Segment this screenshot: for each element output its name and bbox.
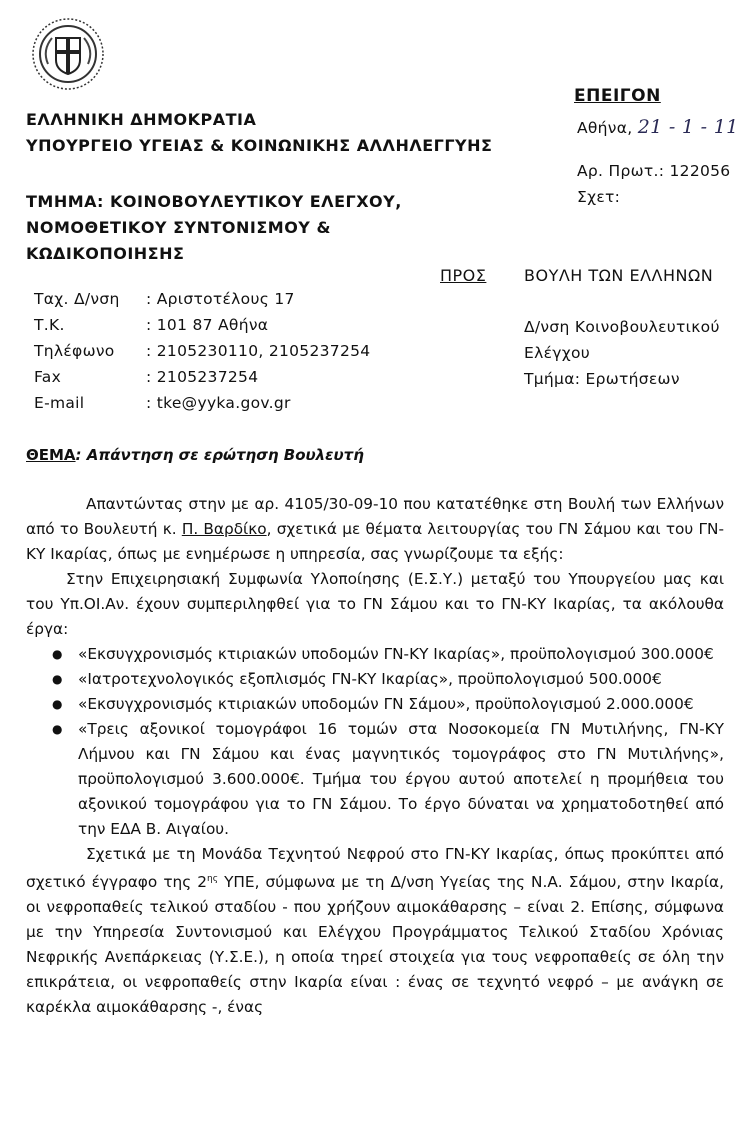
list-item-text: «Εκσυγχρονισμός κτιριακών υποδομών ΓΝ-ΚΥ Ικαρίας», προϋπολογισμού 300.000€ [78,645,714,663]
paragraph-agreement: Στην Επιχειρησιακή Συμφωνία Υλοποίησης (Ε.Σ.Υ.) μεταξύ του Υπουργείου μας και του Υπ.ΟΙ.Αν. έχουν συμπεριληφθεί για το ΓΝ Σάμου και το ΓΝ-ΚΥ Ικαρίας, τα ακόλουθα έργα: [26,570,724,638]
projects-list [26,642,724,842]
subject-label: ΘΕΜΑ [26,446,76,464]
handwritten-date: 21 - 1 - 11 [637,116,739,138]
list-item-text: «Ιατροτεχνολογικός εξοπλισμός ΓΝ-ΚΥ Ικαρίας», προϋπολογισμού 500.000€ [78,670,662,688]
coat-of-arms-seal [30,16,106,92]
list-item: ● «Τρεις αξονικοί τομογράφοι 16 τομών στα Νοσοκομεία ΓΝ Μυτιλήνης, ΓΝ-ΚΥ Λήμνου και ΓΝ Σάμου και ένας μαγνητικός τομογράφος στο ΓΝ Μυτιλήνης», προϋπολογισμού 3.600.000€. Τμήμα του έργου αυτού αποτελεί η προμήθεια του αξονικού τομογράφου για το ΓΝ Σάμου. Το έργο δύναται να χρηματοδοτηθεί από την ΕΔΑ Β. Αιγαίου. [52,720,724,838]
recipient-line-1: Δ/νση Κοινοβουλευτικού [524,318,720,336]
contact-phone-label: Τηλέφωνο [34,342,115,360]
department-line-3: ΚΩΔΙΚΟΠΟΙΗΣΗΣ [26,244,185,263]
subject-text: : Απάντηση σε ερώτηση Βουλευτή [75,446,364,464]
protocol-number: 122056 [669,162,731,180]
urgency-label: ΕΠΕΙΓΟΝ [574,86,661,106]
ministry-title: ΥΠΟΥΡΓΕΙΟ ΥΓΕΙΑΣ & ΚΟΙΝΩΝΙΚΗΣ ΑΛΛΗΛΕΓΓΥΗΣ [26,136,493,155]
reference-label: Σχετ: [577,188,621,206]
list-item: ● «Εκσυγχρονισμός κτιριακών υποδομών ΓΝ Σάμου», προϋπολογισμού 2.000.000€ [52,695,694,713]
para3-end: ΥΠΕ, σύμφωνα με τη Δ/νση Υγείας της Ν.Α. Σάμου, στην Ικαρία, οι νεφροπαθείς τελικού σταδίου - που χρήζουν αιμοκάθαρσης – είναι 2. Επίσης, σύμφωνα με την Υπηρεσία Συντονισμού και Ελέγχου Προγράμματος Τελικού Σταδίου Χρόνιας Νεφρικής Ανεπάρκειας (Υ.Σ.Ε.), η οποία τηρεί στοιχεία για τους νεφροπαθείς σε όλη την επικράτεια, οι νεφροπαθείς στην Ικαρία είναι : ένας σε τεχνητό νεφρό – με ανάγκη σε καρέκλα αιμοκάθαρσης -, ένας [26,873,724,1017]
contact-fax-value: : 2105237254 [146,368,259,386]
contact-postcode-label: Τ.Κ. [34,316,65,334]
protocol-number-line [577,162,730,180]
republic-title: ΕΛΛΗΝΙΚΗ ΔΗΜΟΚΡΑΤΙΑ [26,110,257,129]
department-line-2: ΝΟΜΟΘΕΤΙΚΟΥ ΣΥΝΤΟΝΙΣΜΟΥ & [26,218,331,237]
to-label: ΠΡΟΣ [440,266,487,285]
paragraph-dialysis [26,842,724,1020]
to-value: ΒΟΥΛΗ ΤΩΝ ΕΛΛΗΝΩΝ [524,266,714,285]
protocol-label: Αρ. Πρωτ.: [577,162,665,180]
paragraph-intro [26,492,724,567]
contact-address-label: Ταχ. Δ/νση [34,290,120,308]
para1-end: , σχετικά με θέματα λειτουργίας του ΓΝ Σάμου και του ΓΝ-ΚΥ Ικαρίας, όπως με ενημέρωσε η υπηρεσία, σας γνωρίζουμε τα εξής: [26,520,724,563]
contact-phone-value: : 2105230110, 2105237254 [146,342,371,360]
contact-email-value: : tke@yyka.gov.gr [146,394,291,412]
list-item-text: «Εκσυγχρονισμός κτιριακών υποδομών ΓΝ Σάμου», προϋπολογισμού 2.000.000€ [78,695,694,713]
recipient-line-2: Ελέγχου [524,344,591,362]
mp-name: Π. Βαρδίκο [181,520,267,538]
para3-start: Σχετικά με τη Μονάδα Τεχνητού Νεφρού στο ΓΝ-ΚΥ Ικαρίας, όπως προκύπτει από σχετικό έγγραφο της 2 [26,845,724,892]
contact-fax-label: Fax [34,368,62,386]
para1-start: Απαντώντας στην με αρ. 4105/30-09-10 που κατατέθηκε στη Βουλή των Ελλήνων από το Βουλευτή κ. [26,495,724,538]
ordinal-superscript: ης [207,874,219,884]
contact-email-label: E-mail [34,394,85,412]
recipient-line-3: Τμήμα: Ερωτήσεων [524,370,680,388]
subject-line [26,446,364,464]
city-label: Αθήνα, [577,119,633,137]
letter-body [26,492,724,1020]
contact-postcode-value: : 101 87 Αθήνα [146,316,269,334]
contact-address-value: : Αριστοτέλους 17 [146,290,295,308]
list-item: ● «Εκσυγχρονισμός κτιριακών υποδομών ΓΝ-ΚΥ Ικαρίας», προϋπολογισμού 300.000€ [52,645,714,663]
city-date-label [577,116,739,138]
list-item-text: «Τρεις αξονικοί τομογράφοι 16 τομών στα Νοσοκομεία ΓΝ Μυτιλήνης, ΓΝ-ΚΥ Λήμνου και ΓΝ Σάμου και ένας μαγνητικός τομογράφος στο ΓΝ Μυτιλήνης», προϋπολογισμού 3.600.000€. Τμήμα του έργου αυτού αποτελεί η προμήθεια του αξονικού τομογράφου για το ΓΝ Σάμου. Το έργο δύναται να χρηματοδοτηθεί από την ΕΔΑ Β. Αιγαίου. [78,720,724,838]
list-item: ● «Ιατροτεχνολογικός εξοπλισμός ΓΝ-ΚΥ Ικαρίας», προϋπολογισμού 500.000€ [52,670,662,688]
department-line-1: ΤΜΗΜΑ: ΚΟΙΝΟΒΟΥΛΕΥΤΙΚΟΥ ΕΛΕΓΧΟΥ, [26,192,402,211]
